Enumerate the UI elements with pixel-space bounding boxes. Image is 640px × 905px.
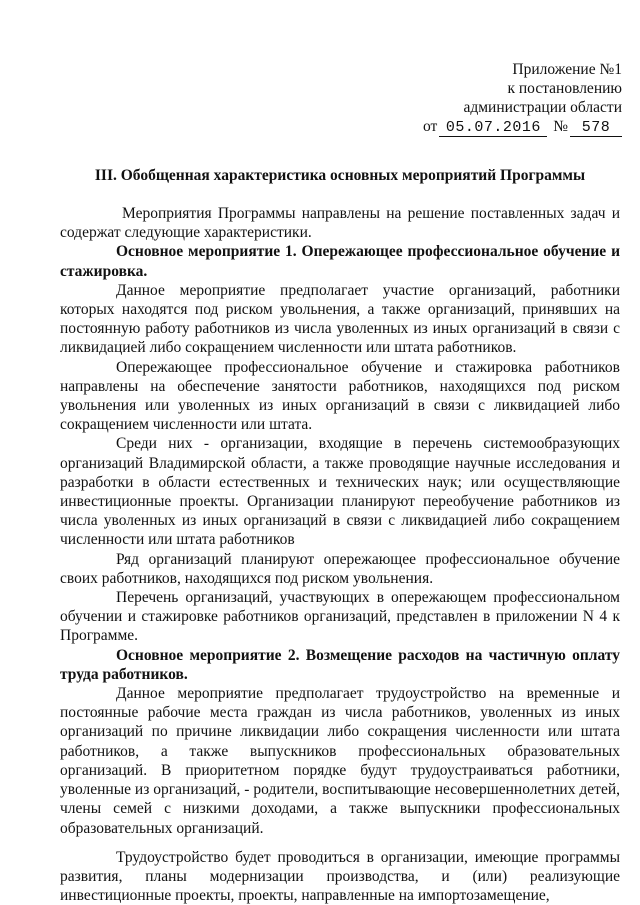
administration-label: администрации области [463,99,622,116]
appendix-header [362,60,622,137]
number-label: № [553,118,568,135]
heading-activity-1: Основное мероприятие 1. Опережающее профессиональное обучение и стажировка. [60,243,620,280]
date-number-line [362,117,622,137]
document-body [60,204,620,905]
resolution-date: 05.07.2016 [439,120,547,137]
resolution-number: 578 [570,120,622,137]
paragraph: Среди них - организации, входящие в перечень системообразующих организаций Владимирской области, а также проводящие научные исследования и разработки в области естественных и технических наук; или осуществляющие инвестиционные проекты. Организации планируют переобучение работников из числа уволенных из иных организаций в связи с ликвидацией либо сокращением численности или штата работников [60,435,620,549]
paragraph: Перечень организаций, участвующих в опережающем профессиональном обучении и стажировке работников организаций, представлен в приложении N 4 к Программе. [60,589,620,645]
paragraph: Данное мероприятие предполагает участие организаций, работники которых находятся под риском увольнения, а также организаций, принявших на постоянную работу работников из числа уволенных из иных организаций в связи с ликвидацией либо сокращением численности или штата работников. [60,281,620,357]
appendix-label: Приложение №1 [512,61,622,78]
from-label: от [423,118,438,135]
resolution-label: к постановлению [507,80,622,97]
paragraph: Данное мероприятие предполагает трудоустройство на временные и постоянные рабочие места граждан из числа работников, уволенных из иных организаций по причине ликвидации либо сокращения численности или штата работников, а также выпускников профессиональных образовательных организаций. В приоритетном порядке будут трудоустраиваться работники, уволенные из организаций, - родители, воспитывающие несовершеннолетних детей, члены семей с низкими доходами, а также выпускники профессиональных образовательных организаций. [60,685,620,837]
paragraph: Опережающее профессиональное обучение и стажировка работников направлены на обеспечение занятости работников, находящихся под риском увольнения или уволенных из иных организаций в связи с ликвидацией либо сокращением численности или штата. [60,358,620,434]
paragraph: Трудоустройство будет проводиться в организации, имеющие программы развития, планы модернизации производства, и (или) реализующие инвестиционные проекты, проекты, направленные на импортозамещение, [60,848,620,905]
heading-activity-2: Основное мероприятие 2. Возмещение расходов на частичную оплату труда работников. [60,646,620,683]
paragraph-intro: Мероприятия Программы направлены на решение поставленных задач и содержат следующие характеристики. [60,205,620,242]
paragraph: Ряд организаций планируют опережающее профессиональное обучение своих работников, находящихся под риском увольнения. [60,550,620,587]
section-title: III. Обобщенная характеристика основных мероприятий Программы [94,167,586,184]
